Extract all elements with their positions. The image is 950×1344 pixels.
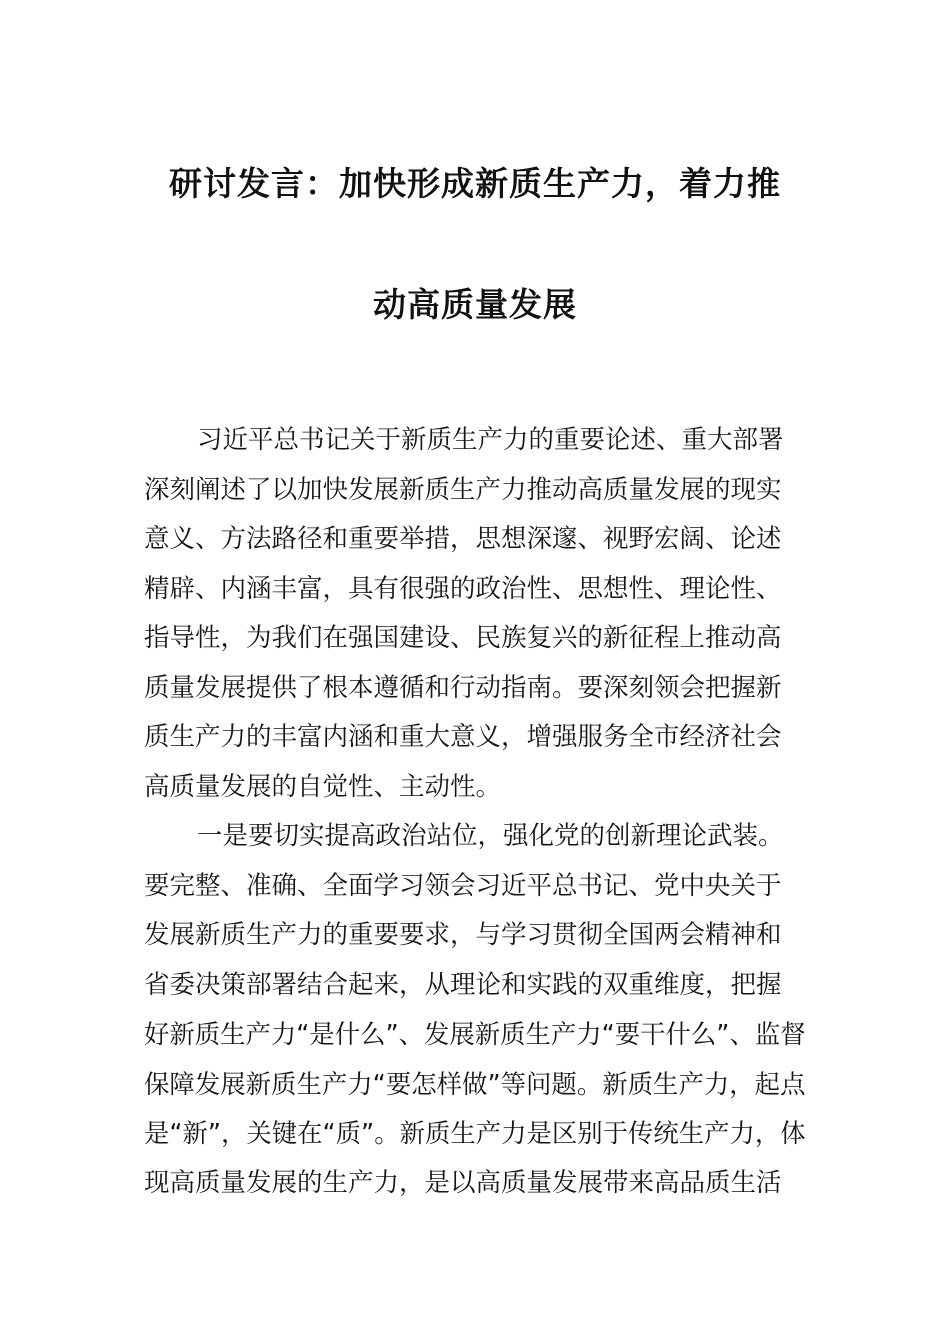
paragraph-1-line-4: 精辟、内涵丰富，具有很强的政治性、思想性、理论性、 (144, 574, 782, 604)
paragraph-1-line-5: 指导性，为我们在强国建设、民族复兴的新征程上推动高 (144, 623, 782, 653)
paragraph-1-line-2: 深刻阐述了以加快发展新质生产力推动高质量发展的现实 (144, 475, 782, 505)
paragraph-1-line-7: 质生产力的丰富内涵和重大意义，增强服务全市经济社会 (144, 722, 782, 752)
document-title-line-1: 研讨发言：加快形成新质生产力，着力推 (169, 164, 781, 203)
paragraph-2-line-8: 现高质量发展的生产力，是以高质量发展带来高品质生活 (144, 1168, 782, 1198)
paragraph-2-line-3: 发展新质生产力的重要要求，与学习贯彻全国两会精神和 (144, 920, 782, 950)
paragraph-2-line-4: 省委决策部署结合起来，从理论和实践的双重维度，把握 (144, 970, 782, 1000)
paragraph-1-line-6: 质量发展提供了根本遵循和行动指南。要深刻领会把握新 (144, 673, 782, 703)
paragraph-1-line-1: 习近平总书记关于新质生产力的重要论述、重大部署 (197, 425, 784, 455)
paragraph-1-line-8: 高质量发展的自觉性、主动性。 (144, 772, 502, 802)
paragraph-2-line-1: 一是要切实提高政治站位，强化党的创新理论武装。 (197, 821, 784, 851)
paragraph-2-line-7: 是“新”，关键在“质”。新质生产力是区别于传统生产力，体 (144, 1118, 806, 1148)
paragraph-2-line-5: 好新质生产力“是什么”、发展新质生产力“要干什么”、监督 (144, 1019, 806, 1049)
paragraph-2-line-6: 保障发展新质生产力“要怎样做”等问题。新质生产力，起点 (144, 1069, 806, 1099)
paragraph-1-line-3: 意义、方法路径和重要举措，思想深邃、视野宏阔、论述 (144, 524, 782, 554)
document-title-line-2: 动高质量发展 (373, 285, 577, 324)
paragraph-2-line-2: 要完整、准确、全面学习领会习近平总书记、党中央关于 (144, 871, 782, 901)
